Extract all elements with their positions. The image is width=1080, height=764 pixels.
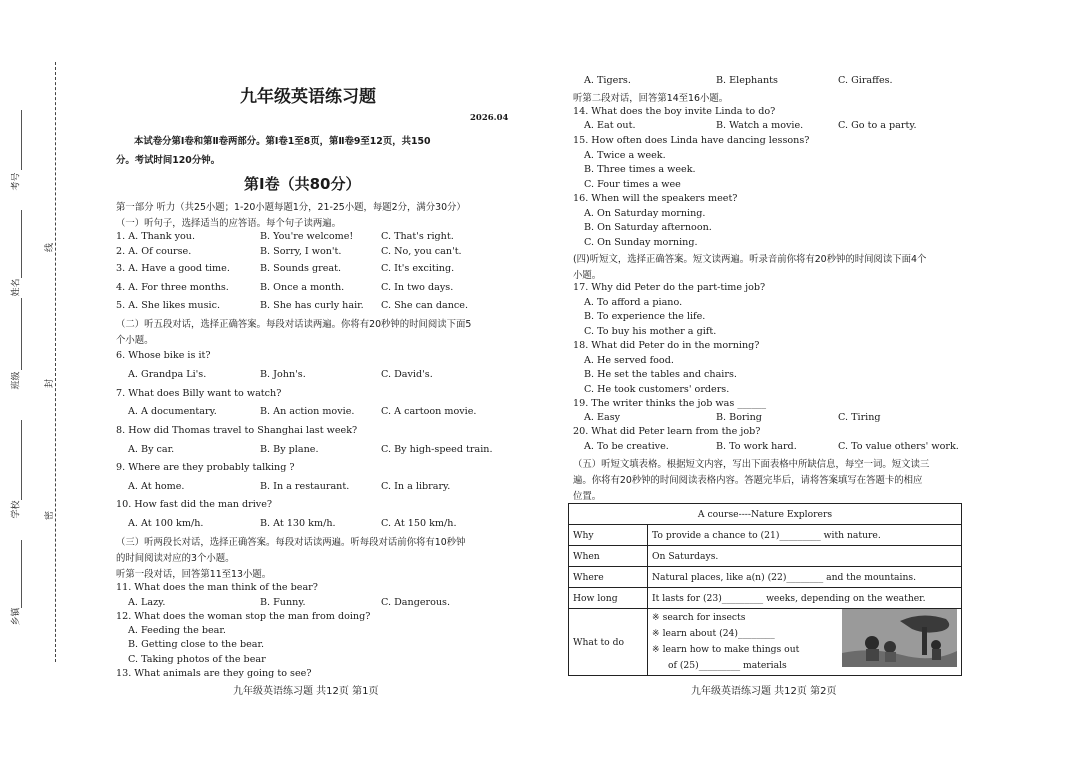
exam-number-label: 考号 <box>11 172 22 191</box>
q12-option-b: B. Getting close to the bear. <box>128 639 265 650</box>
row-key-how-long: How long <box>569 588 648 609</box>
q13-option-a: A. Tigers. <box>584 75 631 86</box>
q17-option-a: A. To afford a piano. <box>584 297 683 308</box>
binding-mark-line: 线 <box>45 242 56 253</box>
binding-mark-secret: 密 <box>45 510 56 521</box>
q18-option-c: C. He took customers' orders. <box>584 384 730 395</box>
volume-heading: 第Ⅰ卷（共80分） <box>244 175 361 193</box>
q1-option-a: 1. A. Thank you. <box>116 231 195 242</box>
q9-option-a: A. At home. <box>128 481 185 492</box>
q19-option-c: C. Tiring <box>838 412 881 423</box>
q19-stem: 19. The writer thinks the job was ______ <box>573 398 767 409</box>
q13-option-c: C. Giraffes. <box>838 75 893 86</box>
q16-option-c: C. On Sunday morning. <box>584 237 698 248</box>
q6-stem: 6. Whose bike is it? <box>116 350 211 361</box>
q9-stem: 9. Where are they probably talking ? <box>116 462 295 473</box>
table-row <box>569 525 962 546</box>
q3-option-c: C. It's exciting. <box>381 263 455 274</box>
q18-option-a: A. He served food. <box>584 355 674 366</box>
q6-option-a: A. Grandpa Li's. <box>128 369 207 380</box>
exam-number-blank <box>21 110 22 170</box>
section3-instruction-2: 的时间阅读对应的3个小题。 <box>116 553 235 564</box>
q14-stem: 14. What does the boy invite Linda to do? <box>573 106 776 117</box>
part1-heading: 第一部分 听力（共25小题；1-20小题每题1分，21-25小题，每题2分，满分30分） <box>116 202 466 213</box>
q3-option-b: B. Sounds great. <box>260 263 341 274</box>
section1-instruction: （一）听句子，选择适当的应答语。每个句子读两遍。 <box>116 218 342 229</box>
q7-stem: 7. What does Billy want to watch? <box>116 388 282 399</box>
intro-line-2: 分。考试时间120分钟。 <box>116 155 220 166</box>
section2-instruction-2: 个小题。 <box>116 335 154 346</box>
class-label: 班级 <box>11 371 22 390</box>
row-value-when: On Saturdays. <box>648 546 962 567</box>
q11-option-c: C. Dangerous. <box>381 597 451 608</box>
q16-option-b: B. On Saturday afternoon. <box>584 222 712 233</box>
q17-option-c: C. To buy his mother a gift. <box>584 326 717 337</box>
q15-option-b: B. Three times a week. <box>584 164 696 175</box>
table-title-row <box>569 504 962 525</box>
section5-instruction-2: 遍。你将有20秒钟的时间阅读表格内容。答题完毕后，请将答案填写在答题卡的相应 <box>573 475 923 486</box>
row-value-why: To provide a chance to (21)_________ with nature. <box>648 525 962 546</box>
section4-instruction-2: 小题。 <box>573 270 602 281</box>
q12-option-c: C. Taking photos of the bear <box>128 654 266 665</box>
q14-option-b: B. Watch a movie. <box>716 120 804 131</box>
q4-option-a: 4. A. For three months. <box>116 282 229 293</box>
nature-scene-image <box>842 609 957 667</box>
school-label: 学校 <box>11 500 22 519</box>
q5-option-b: B. She has curly hair. <box>260 300 364 311</box>
q14-option-a: A. Eat out. <box>584 120 636 131</box>
q5-option-c: C. She can dance. <box>381 300 469 311</box>
row-key-when: When <box>569 546 648 567</box>
right-page-footer: 九年级英语练习题 共12页 第2页 <box>691 686 837 697</box>
q10-option-b: B. At 130 km/h. <box>260 518 336 529</box>
intro-line-1: 本试卷分第Ⅰ卷和第Ⅱ卷两部分。第Ⅰ卷1至8页，第Ⅱ卷9至12页，共150 <box>134 136 431 147</box>
q20-option-c: C. To value others' work. <box>838 441 959 452</box>
section5-instruction-3: 位置。 <box>573 491 602 502</box>
section3-instruction-4: 听第二段对话，回答第14至16小题。 <box>573 93 729 104</box>
left-page-footer: 九年级英语练习题 共12页 第1页 <box>233 686 379 697</box>
q10-option-c: C. At 150 km/h. <box>381 518 457 529</box>
section2-instruction-1: （二）听五段对话，选择正确答案。每段对话读两遍。你将有20秒钟的时间阅读下面5 <box>116 319 472 330</box>
q12-option-a: A. Feeding the bear. <box>128 625 226 636</box>
q8-option-b: B. By plane. <box>260 444 319 455</box>
q9-option-b: B. In a restaurant. <box>260 481 350 492</box>
todo-item: ※ learn about (24)________ <box>652 628 775 639</box>
q1-option-b: B. You're welcome! <box>260 231 354 242</box>
q13-option-b: B. Elephants <box>716 75 778 86</box>
todo-item: of (25)_________ materials <box>668 660 787 671</box>
name-blank <box>21 210 22 278</box>
exam-date: 2026.04 <box>470 113 509 123</box>
q17-stem: 17. Why did Peter do the part-time job? <box>573 282 766 293</box>
q19-option-b: B. Boring <box>716 412 762 423</box>
q14-option-c: C. Go to a party. <box>838 120 917 131</box>
q6-option-c: C. David's. <box>381 369 433 380</box>
q7-option-b: B. An action movie. <box>260 406 355 417</box>
binding-dashed-line <box>55 62 56 662</box>
q2-option-b: B. Sorry, I won't. <box>260 246 342 257</box>
q5-option-a: 5. A. She likes music. <box>116 300 220 311</box>
q12-stem: 12. What does the woman stop the man from doing? <box>116 611 371 622</box>
q10-stem: 10. How fast did the man drive? <box>116 499 273 510</box>
q8-option-a: A. By car. <box>128 444 175 455</box>
section4-instruction-1: (四)听短文，选择正确答案。短文读两遍。听录音前你将有20秒钟的时间阅读下面4个 <box>573 254 927 265</box>
q2-option-a: 2. A. Of course. <box>116 246 192 257</box>
q8-option-c: C. By high-speed train. <box>381 444 493 455</box>
page-title: 九年级英语练习题 <box>240 87 376 107</box>
q15-stem: 15. How often does Linda have dancing lessons? <box>573 135 810 146</box>
q20-option-a: A. To be creative. <box>584 441 669 452</box>
table-row <box>569 567 962 588</box>
q8-stem: 8. How did Thomas travel to Shanghai last week? <box>116 425 358 436</box>
q11-stem: 11. What does the man think of the bear? <box>116 582 318 593</box>
q13-stem: 13. What animals are they going to see? <box>116 668 312 679</box>
section5-instruction-1: （五）听短文填表格。根据短文内容，写出下面表格中所缺信息，每空一词。短文读三 <box>573 459 930 470</box>
row-key-why: Why <box>569 525 648 546</box>
q4-option-c: C. In two days. <box>381 282 454 293</box>
q11-option-a: A. Lazy. <box>128 597 166 608</box>
q11-option-b: B. Funny. <box>260 597 306 608</box>
table-row <box>569 588 962 609</box>
q7-option-c: C. A cartoon movie. <box>381 406 477 417</box>
q20-stem: 20. What did Peter learn from the job? <box>573 426 761 437</box>
table-row <box>569 546 962 567</box>
q18-stem: 18. What did Peter do in the morning? <box>573 340 760 351</box>
school-blank <box>21 420 22 500</box>
q4-option-b: B. Once a month. <box>260 282 345 293</box>
q16-stem: 16. When will the speakers meet? <box>573 193 738 204</box>
q10-option-a: A. At 100 km/h. <box>128 518 204 529</box>
q19-option-a: A. Easy <box>584 412 621 423</box>
q16-option-a: A. On Saturday morning. <box>584 208 706 219</box>
q1-option-c: C. That's right. <box>381 231 454 242</box>
binding-mark-seal: 封 <box>45 378 56 389</box>
q17-option-b: B. To experience the life. <box>584 311 706 322</box>
nature-photo <box>842 609 957 667</box>
q3-option-a: 3. A. Have a good time. <box>116 263 230 274</box>
row-key-what-to-do: What to do <box>569 609 648 676</box>
name-label: 姓名 <box>11 278 22 297</box>
q9-option-c: C. In a library. <box>381 481 451 492</box>
q15-option-c: C. Four times a wee <box>584 179 681 190</box>
town-blank <box>21 540 22 608</box>
q2-option-c: C. No, you can't. <box>381 246 462 257</box>
q6-option-b: B. John's. <box>260 369 306 380</box>
section3-instruction-1: （三）听两段长对话，选择正确答案。每段对话读两遍。听每段对话前你将有10秒钟 <box>116 537 466 548</box>
q20-option-b: B. To work hard. <box>716 441 797 452</box>
q7-option-a: A. A documentary. <box>128 406 217 417</box>
table-title: A course----Nature Explorers <box>569 504 962 525</box>
row-key-where: Where <box>569 567 648 588</box>
q15-option-a: A. Twice a week. <box>584 150 666 161</box>
todo-item: ※ learn how to make things out <box>652 644 800 655</box>
q18-option-b: B. He set the tables and chairs. <box>584 369 737 380</box>
row-value-how-long: It lasts for (23)_________ weeks, depending on the weather. <box>648 588 962 609</box>
row-value-where: Natural places, like a(n) (22)________ and the mountains. <box>648 567 962 588</box>
todo-item: ※ search for insects <box>652 612 746 623</box>
section3-instruction-3: 听第一段对话，回答第11至13小题。 <box>116 569 272 580</box>
town-label: 乡镇 <box>11 607 22 626</box>
class-blank <box>21 298 22 370</box>
